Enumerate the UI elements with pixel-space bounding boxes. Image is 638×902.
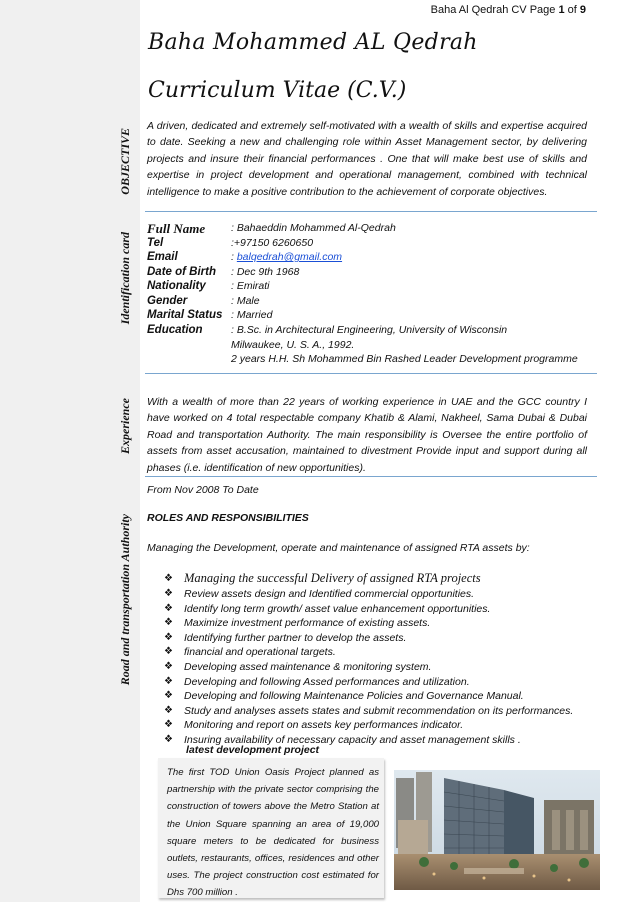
- project-description: The first TOD Union Oasis Project planned as partnership with the private sector comprising the construction of towers above the Metro Station at the Union Square spanning an area of 19,000 square meters to be dedicated for business outlets, restaurants, offices, residences and other uses. The project construction cost estimated for Dhs 700 million .: [167, 767, 379, 899]
- email-link[interactable]: balqedrah@gmail.com: [236, 251, 343, 263]
- page-of: of: [564, 4, 580, 16]
- gender-label: Gender: [147, 295, 188, 307]
- list-item-text: Managing the successful Delivery of assigned RTA projects: [184, 571, 481, 585]
- full-name-value: : Bahaeddin Mohammed Al-Qedrah: [231, 222, 396, 234]
- cv-title: Curriculum Vitae (C.V.): [148, 78, 407, 103]
- divider: [145, 373, 597, 374]
- list-item-text: Insuring availability of necessary capacity and asset management skills .: [184, 733, 521, 746]
- diamond-bullet-icon: ❖: [164, 660, 173, 672]
- section-label-rta: Road and transportation Authority: [118, 514, 132, 686]
- rta-date: From Nov 2008 To Date: [147, 484, 259, 496]
- list-item-text: Maximize investment performance of existing assets.: [184, 617, 431, 630]
- list-item-text: Monitoring and report on assets key performances indicator.: [184, 719, 464, 732]
- section-label-objective: OBJECTIVE: [118, 128, 132, 195]
- education-value-3: 2 years H.H. Sh Mohammed Bin Rashed Leader Development programme: [231, 353, 578, 365]
- diamond-bullet-icon: ❖: [164, 690, 173, 702]
- header-text: Baha Al Qedrah CV Page: [430, 4, 559, 16]
- list-item-text: Developing assed maintenance & monitoring system.: [184, 660, 432, 673]
- list-item-text: Identifying further partner to develop the assets.: [184, 631, 407, 644]
- email-value-wrap: [231, 250, 342, 265]
- diamond-bullet-icon: ❖: [164, 602, 173, 614]
- rta-intro: Managing the Development, operate and maintenance of assigned RTA assets by:: [147, 542, 530, 554]
- person-name: Baha Mohammed AL Qedrah: [148, 30, 478, 55]
- email-prefix: :: [231, 251, 237, 263]
- diamond-bullet-icon: ❖: [164, 588, 173, 599]
- marital-value: : Married: [231, 309, 273, 321]
- dob-value: : Dec 9th 1968: [231, 266, 300, 278]
- tel-value: :+97150 6260650: [231, 237, 314, 249]
- list-item-text: Developing and following Maintenance Policies and Governance Manual.: [184, 690, 524, 703]
- experience-text: With a wealth of more than 22 years of working experience in UAE and the GCC country I have worked on 4 total respectable company Khatib & Alami, Nakheel, Sama Dubai & Dubai Road and transportation Authority. The main responsibility is Oversee the entire portfolio of assets from asset accusation, maintained to divestment Provide input and support during all phases (i.e. identification of new opportunities).: [147, 396, 587, 474]
- diamond-bullet-icon: ❖: [164, 704, 173, 716]
- gender-value: : Male: [231, 295, 260, 307]
- divider: [145, 476, 597, 477]
- list-item-text: Identify long term growth/ asset value enhancement opportunities.: [184, 602, 491, 615]
- page-total: 9: [579, 4, 586, 16]
- page-header: [431, 4, 586, 16]
- section-label-experience: Experience: [118, 398, 132, 454]
- list-item-text: Review assets design and Identified commercial opportunities.: [184, 588, 475, 600]
- list-item-text: Study and analyses assets states and submit recommendation on its performances.: [184, 704, 574, 717]
- education-label: Education: [147, 324, 203, 336]
- marital-label: Marital Status: [147, 309, 223, 321]
- list-item-text: financial and operational targets.: [184, 646, 336, 659]
- nationality-value: : Emirati: [231, 280, 270, 292]
- diamond-bullet-icon: ❖: [164, 573, 173, 584]
- full-name-label: Full Name: [147, 221, 206, 236]
- section-label-identification: Identification card: [118, 232, 132, 325]
- diamond-bullet-icon: ❖: [164, 646, 173, 658]
- divider: [145, 211, 597, 212]
- dob-label: Date of Birth: [147, 266, 216, 278]
- project-rendering-image: [394, 770, 600, 890]
- diamond-bullet-icon: ❖: [164, 733, 173, 745]
- tel-label: Tel: [147, 237, 164, 249]
- nationality-label: Nationality: [147, 280, 206, 292]
- education-value-2: Milwaukee, U. S. A., 1992.: [231, 339, 355, 351]
- latest-project-heading: latest development project: [186, 744, 320, 756]
- objective-text: A driven, dedicated and extremely self-motivated with a wealth of skills and expertise acquired to date. Seeking a new and challenging role within Asset Management sector, by delivering projects and insure their financial performances . One that will make best use of skills and expertise in project development and operational management, combined with technical intelligence to make a positive contribution to the achievement of corporate objectives.: [147, 120, 587, 198]
- roles-heading: ROLES AND RESPONSIBILITIES: [147, 512, 309, 524]
- diamond-bullet-icon: ❖: [164, 719, 173, 731]
- page-current: 1: [558, 4, 565, 16]
- diamond-bullet-icon: ❖: [164, 631, 173, 643]
- education-value-1: : B.Sc. in Architectural Engineering, University of Wisconsin: [231, 324, 508, 336]
- list-item-text: Developing and following Assed performances and utilization.: [184, 675, 470, 688]
- email-label: Email: [147, 251, 178, 263]
- diamond-bullet-icon: ❖: [164, 675, 173, 687]
- diamond-bullet-icon: ❖: [164, 617, 173, 629]
